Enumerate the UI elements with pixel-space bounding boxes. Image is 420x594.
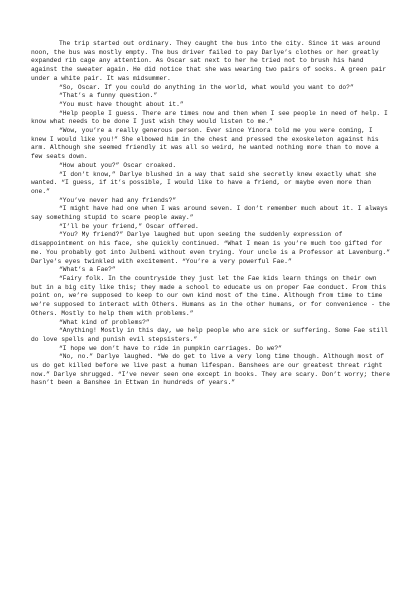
paragraph: “How about you?” Oscar croaked.: [59, 161, 177, 169]
paragraph: “I hope we don’t have to ride in pumpkin carriages. Do we?”: [59, 344, 282, 352]
paragraph: “So, Oscar. If you could do anything in the world, what would you want to do?”: [59, 83, 354, 91]
paragraph: “I don’t know,” Darlye blushed in a way that said she secretly knew exactly what she wanted. “I guess, if it’s possible, I would like to have a friend, or maybe even more than one.”: [31, 170, 377, 195]
paragraph: “Help people I guess. There are times now and then when I see people in need of help. I know what needs to be done I just wish they would listen to me.”: [31, 109, 388, 126]
paragraph: “Fairy folk. In the countryside they just let the Fae kids learn things on their own but in a big city like this; they made a school to educate us on proper Fae conduct. From this point on, we’re supposed to keep to our own kind most of the time. Although from time to time we’re supposed to interact with Others. Humans as in the other humans, or for convenience - the Others. Mostly to help them with problems.”: [31, 274, 390, 317]
paragraph: “I might have had one when I was around seven. I don’t remember much about it. I always say something stupid to scare people away.”: [31, 205, 388, 222]
paragraph: “I’ll be your friend,” Oscar offered.: [59, 222, 199, 230]
paragraph: “Wow, you’re a really generous person. Ever since Yinora told me you were coming, I knew I would like you!” She elbowed him in the chest and pressed the exoskeleton against his arm. Although she seemed friendly it was all so weird, he wanted nothing more than to move a few seats down.: [31, 127, 379, 161]
paragraph: “Anything! Mostly in this day, we help people who are sick or suffering. Some Fae still do love spells and punish evil stepsisters.”: [31, 327, 388, 343]
paragraph: “You’ve never had any friends?”: [59, 196, 177, 204]
document-page: [31, 40, 391, 388]
paragraph: “What’s a Fae?”: [59, 266, 116, 274]
paragraph: The trip started out ordinary. They caught the bus into the city. Since it was around noon, the bus was mostly empty. The bus driver failed to pay Darlye’s clothes or her greatly expanded rib cage any attention. As Oscar sat next to her he tried not to brush his hand against the sweater again. He did notice that she was wearing two pairs of socks. A green pair under a white pair. It was midsummer.: [31, 40, 387, 82]
paragraph: “You? My friend?” Darlye laughed but upon seeing the suddenly expression of disappointment on his face, she quickly continued. “What I mean is you’re much too gifted for me. You probably got into Julbeni without even trying. Your uncle is a Professor at Lavenburg.” Darlye’s eyes twinkled with excitement. “You’re a very powerful Fae.”: [31, 231, 390, 265]
paragraph: “No, no.” Darlye laughed. “We do get to live a very long time though. Although most of us do get killed before we live past a human lifespan. Banshees are our greatest threat right now.” Darlye shrugged. “I’ve never seen one except in books. They are scary. Don’t worry; there hasn’t been a Banshee in Ettwan in hundreds of years.”: [31, 353, 390, 387]
paragraph: “That’s a funny question.”: [59, 92, 158, 100]
paragraph: “What kind of problems?”: [59, 318, 150, 326]
paragraph: “You must have thought about it.”: [59, 100, 184, 108]
